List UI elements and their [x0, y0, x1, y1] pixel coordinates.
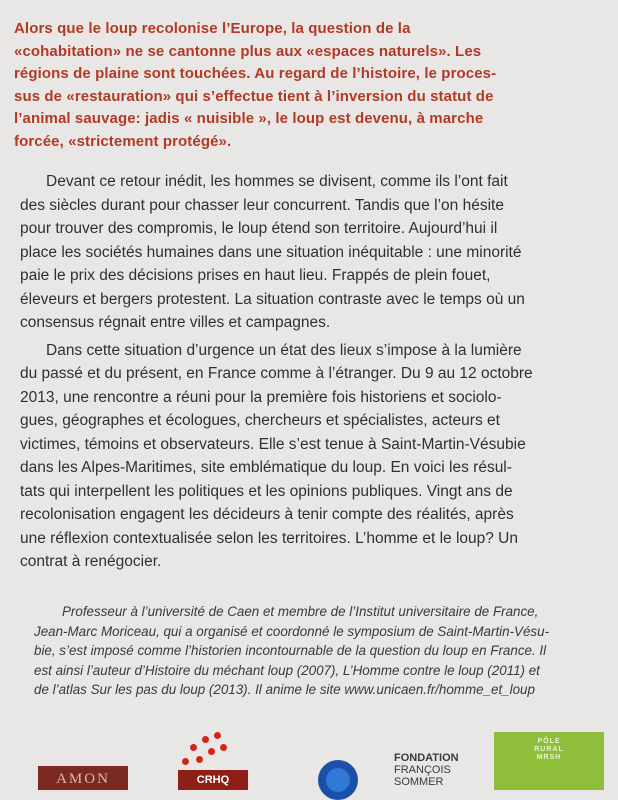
fondation-line: FRANÇOIS: [394, 764, 451, 776]
bio-line: est ainsi l’auteur d’Histoire du méchant loup (2007), L’Homme contre le loup (2011) et: [34, 662, 540, 678]
paragraph-1: [20, 170, 610, 335]
intro-paragraph: [14, 18, 606, 153]
text-line: contrat à renégocier.: [20, 553, 162, 570]
pole-rural-logo: [494, 732, 604, 790]
logo-dot: [202, 736, 209, 743]
text-line: éleveurs et bergers protestent. La situation contraste avec le temps où un: [20, 290, 525, 308]
pole-line: MRSH: [536, 754, 562, 761]
bio-line: de l’atlas Sur les pas du loup (2013). Il anime le site www.unicaen.fr/homme_et_loup: [34, 682, 535, 697]
fondation-line: FONDATION: [394, 752, 459, 764]
text-line: place les sociétés humaines dans une situation inéquitable : une minorité: [20, 243, 522, 261]
text-line: tats qui interpellent les politiques et les opinions publiques. Vingt ans de: [20, 482, 513, 500]
crhq-logo: [170, 730, 260, 790]
text-line: victimes, témoins et observateurs. Elle s’est tenue à Saint-Martin-Vésubie: [20, 435, 526, 453]
pole-line: RURAL: [534, 746, 564, 753]
logo-dot: [220, 744, 227, 751]
pole-line: PÔLE: [537, 738, 561, 745]
text-line: recolonisation engagent les décideurs à tenir compte des réalités, après: [20, 506, 514, 523]
intro-line: l’animal sauvage: jadis « nuisible », le loup est devenu, à marche: [14, 110, 484, 127]
amon-logo-text: AMON: [56, 771, 110, 787]
text-line: Dans cette situation d’urgence un état des lieux s’impose à la lumière: [46, 341, 522, 359]
intro-line: sus de «restauration» qui s’effectue tient à l’inversion du statut de: [14, 87, 494, 105]
logo-dot: [214, 732, 221, 739]
text-line: une réflexion contextualisée selon les territoires. L’homme et le loup? Un: [20, 529, 518, 547]
text-line: du passé et du présent, en France comme à l’étranger. Du 9 au 12 octobre: [20, 365, 533, 382]
text-line: gues, géographes et écologues, chercheurs et spécialistes, acteurs et: [20, 412, 500, 429]
author-bio: [34, 602, 610, 700]
fondation-line: SOMMER: [394, 776, 444, 788]
intro-line: régions de plaine sont touchées. Au regard de l’histoire, le proces-: [14, 65, 497, 82]
text-line: 2013, une rencontre a réuni pour la première fois historiens et sociolo-: [20, 388, 502, 406]
intro-text: [14, 18, 606, 153]
logo-dot: [182, 758, 189, 765]
intro-line: «cohabitation» ne se cantonne plus aux «espaces naturels». Les: [14, 42, 482, 60]
crhq-label: CRHQ: [178, 770, 248, 790]
logo-dot: [196, 756, 203, 763]
text-line: Devant ce retour inédit, les hommes se divisent, comme ils l’ont fait: [46, 173, 508, 190]
body-text: [20, 170, 610, 574]
intro-line: Alors que le loup recolonise l’Europe, la question de la: [14, 20, 411, 37]
iuf-logo: [318, 760, 358, 800]
text-line: consensus régnait entre villes et campagnes.: [20, 314, 331, 331]
text-line: pour trouver des compromis, le loup étend son territoire. Aujourd’hui il: [20, 220, 498, 237]
amon-logo: [38, 766, 128, 790]
partner-logos: [0, 730, 618, 790]
fondation-logo: [394, 752, 474, 788]
logo-dot: [208, 748, 215, 755]
text-line: paie le prix des décisions prises en haut lieu. Frappés de plein fouet,: [20, 267, 491, 284]
intro-line: forcée, «strictement protégé».: [14, 132, 232, 150]
logo-dot: [190, 744, 197, 751]
bio-line: Professeur à l’université de Caen et membre de l’Institut universitaire de France,: [62, 604, 539, 619]
paragraph-2: [20, 339, 610, 574]
text-line: dans les Alpes-Maritimes, site emblématique du loup. En voici les résul-: [20, 459, 512, 476]
bio-line: Jean-Marc Moriceau, qui a organisé et coordonné le symposium de Saint-Martin-Vésu-: [34, 623, 550, 639]
bio-line: bie, s’est imposé comme l’historien incontournable de la question du loup en France. Il: [34, 643, 547, 658]
text-line: des siècles durant pour chasser leur concurrent. Tandis que l’on hésite: [20, 196, 504, 214]
